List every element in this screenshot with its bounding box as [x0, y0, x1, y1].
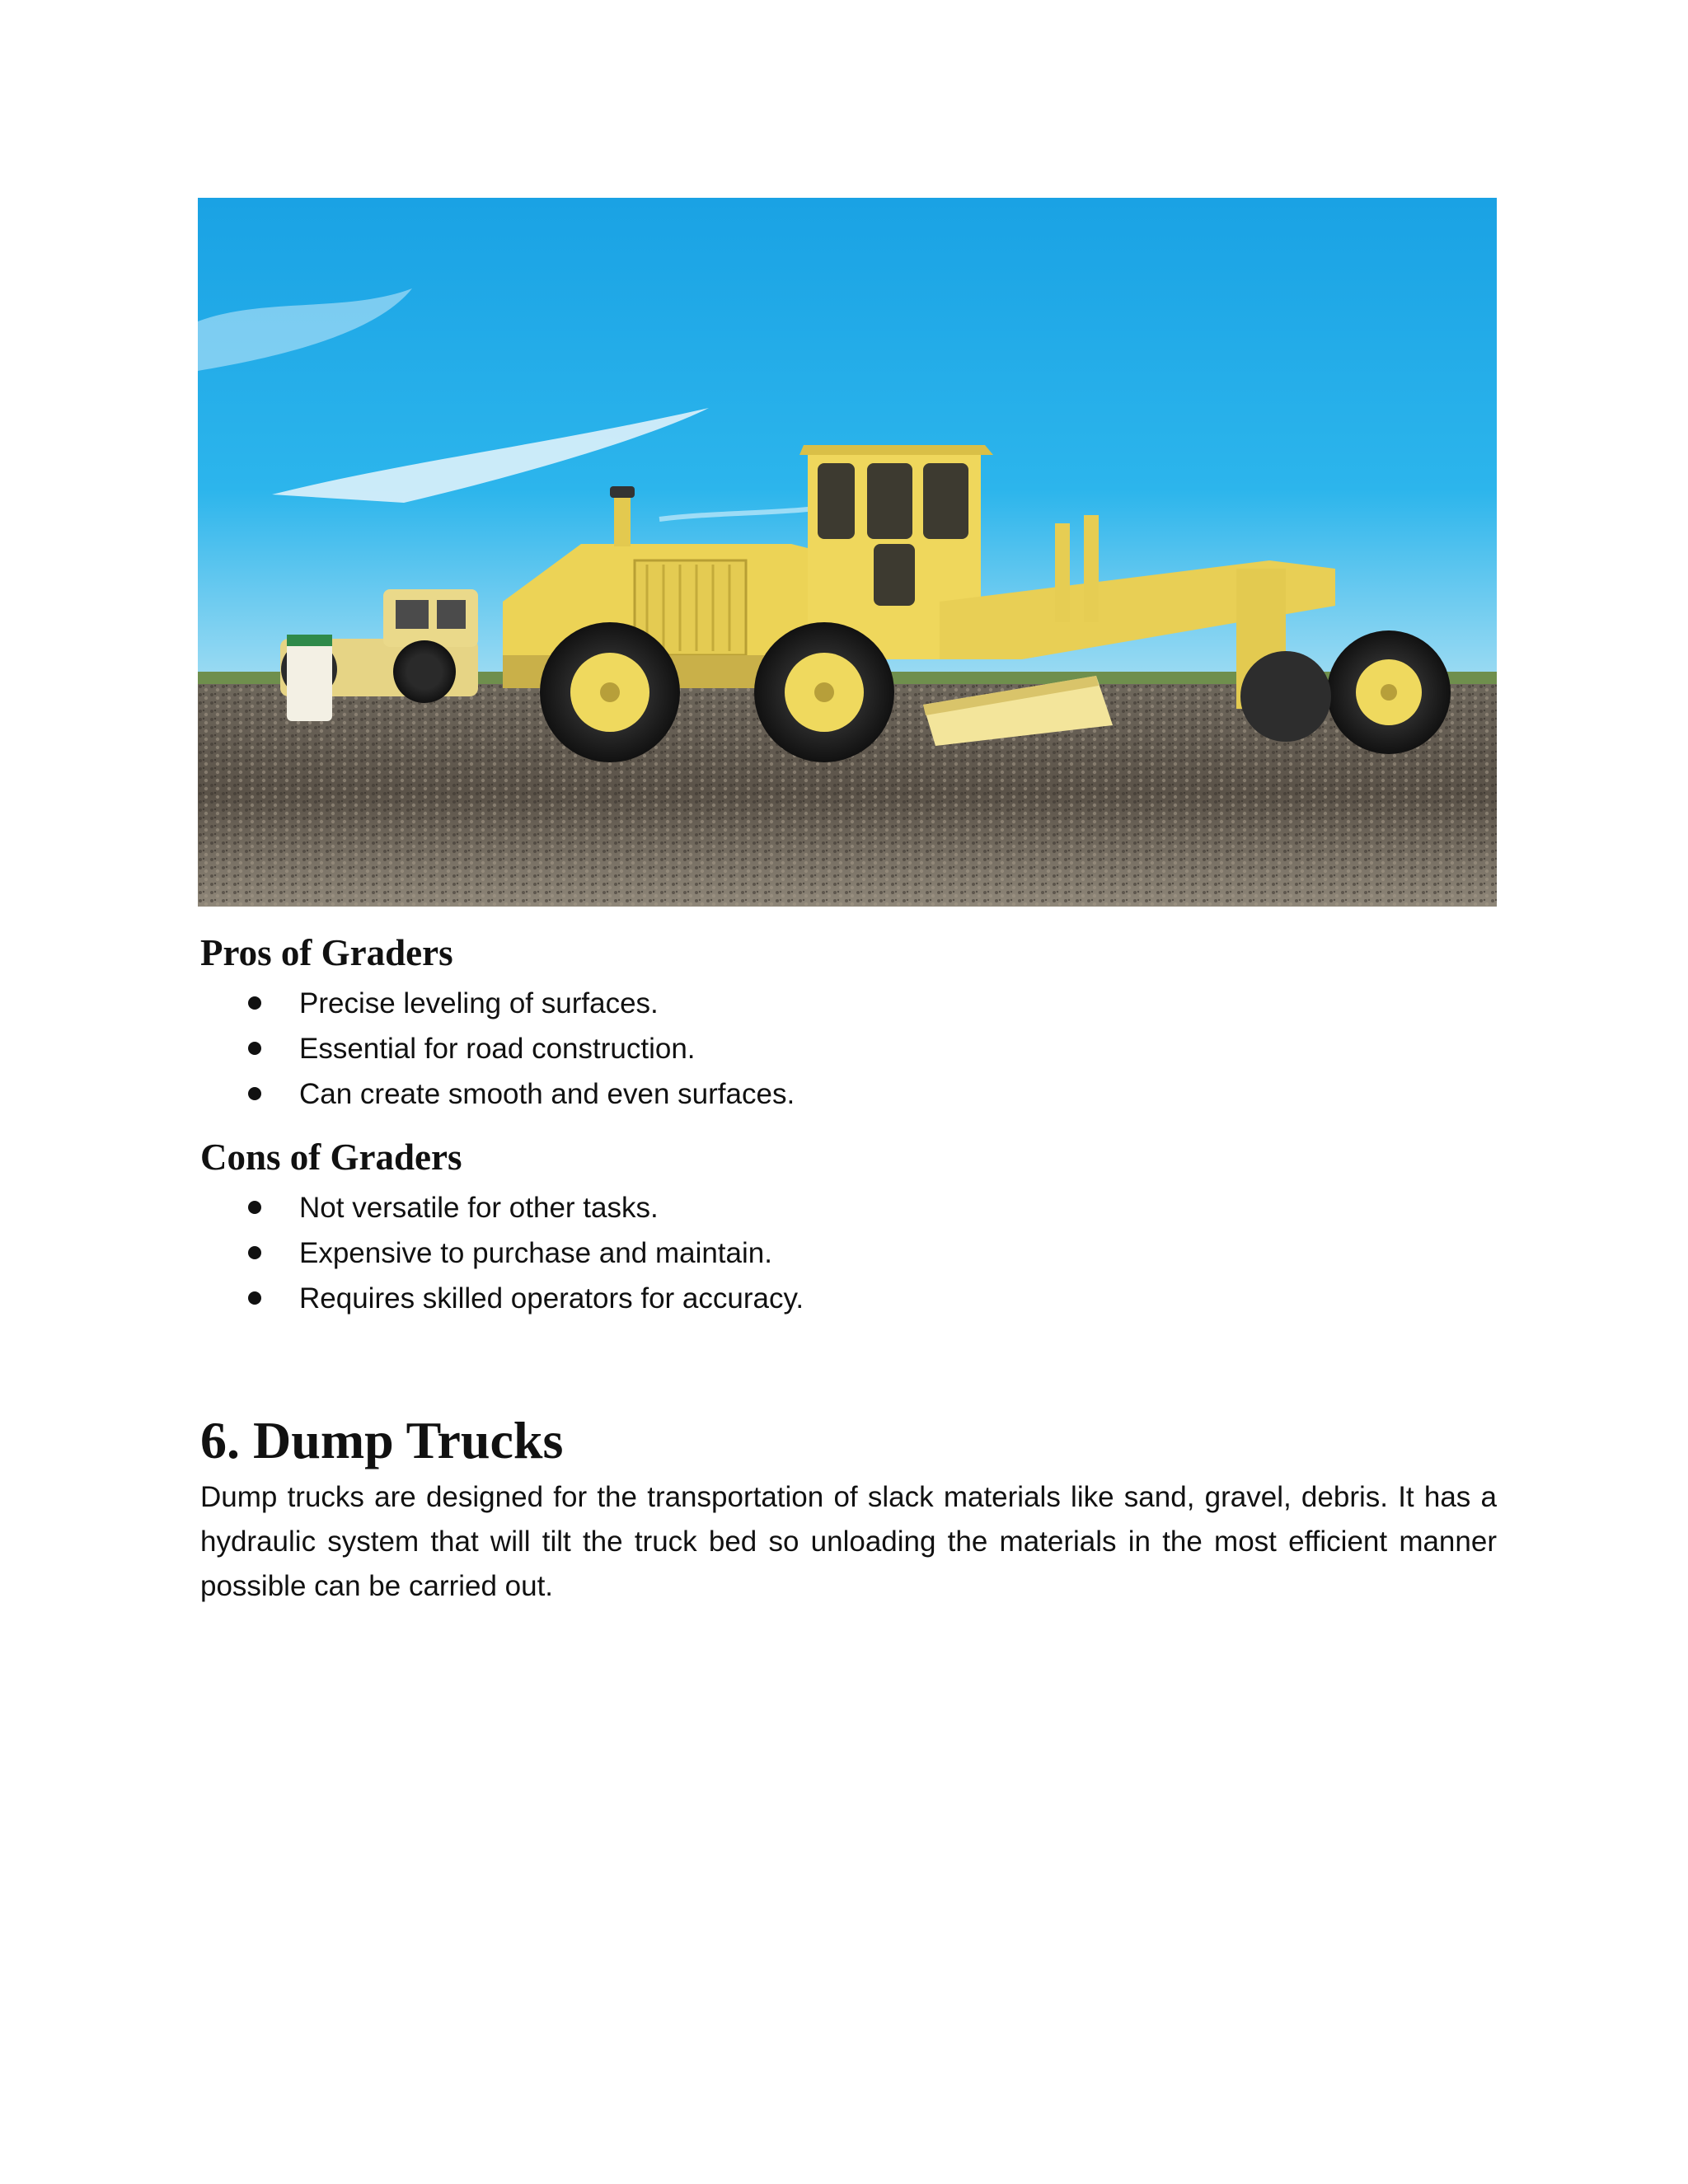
list-item — [200, 1276, 804, 1321]
list-item — [200, 1026, 795, 1071]
bullet-icon — [248, 996, 261, 1010]
list-item — [200, 1230, 804, 1276]
list-item — [200, 981, 795, 1026]
dump-trucks-paragraph: Dump trucks are designed for the transportation of slack materials like sand, gravel, debris. It has a hydraulic system that will tilt the truck bed so unloading the materials in the most efficient manner possible can be carried out. — [200, 1481, 1497, 1602]
list-item-text: Essential for road construction. — [299, 1033, 696, 1065]
list-item-text: Not versatile for other tasks. — [299, 1192, 659, 1224]
pros-heading: Pros of Graders — [200, 932, 453, 973]
cons-list — [200, 1185, 804, 1321]
list-item-text: Expensive to purchase and maintain. — [299, 1237, 772, 1269]
pros-list — [200, 981, 795, 1117]
list-item-text: Precise leveling of surfaces. — [299, 987, 659, 1019]
list-item — [200, 1185, 804, 1230]
bullet-icon — [248, 1087, 261, 1100]
list-item — [200, 1071, 795, 1117]
list-item-text: Requires skilled operators for accuracy. — [299, 1282, 804, 1315]
bullet-icon — [248, 1246, 261, 1259]
list-item-text: Can create smooth and even surfaces. — [299, 1078, 795, 1110]
bullet-icon — [248, 1201, 261, 1214]
bullet-icon — [248, 1291, 261, 1305]
bullet-icon — [248, 1042, 261, 1055]
dump-trucks-heading: 6. Dump Trucks — [200, 1411, 564, 1469]
motor-grader-photo — [198, 198, 1497, 907]
cons-heading: Cons of Graders — [200, 1137, 462, 1178]
